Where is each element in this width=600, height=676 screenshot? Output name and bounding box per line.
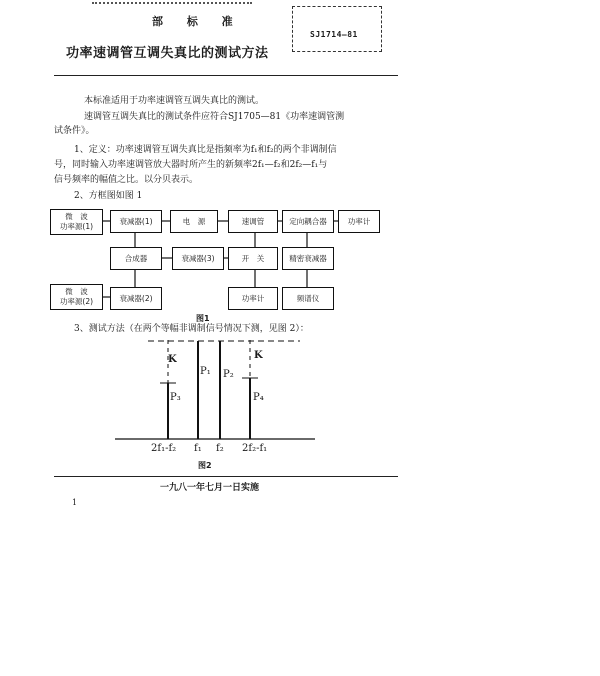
figure2-caption: 图2 bbox=[198, 461, 212, 470]
figure1-caption: 图1 bbox=[196, 314, 210, 323]
definition-line-1: 1、定义：功率速调管互调失真比是指频率为f₁和f₂的两个非调制信 bbox=[74, 145, 337, 155]
conditions-line-1: 速调管互调失真比的测试条件应符合SJ1705—81《功率速调管测 bbox=[84, 112, 345, 122]
ministry-label: 部 标 准 bbox=[152, 15, 243, 28]
effective-date: 一九八一年七月一日实施 bbox=[160, 483, 260, 493]
k-label-left: K bbox=[168, 354, 177, 365]
block-directional-coupler: 定向耦合器 bbox=[282, 210, 334, 233]
document-title: 功率速调管互调失真比的测试方法 bbox=[66, 46, 269, 61]
method-paragraph: 3、测试方法（在两个等幅非调制信号情况下测，见图 2）： bbox=[74, 324, 309, 334]
page-number: 1 bbox=[72, 498, 78, 507]
block-power-meter-1: 功率计 bbox=[338, 210, 380, 233]
block-power-meter-2: 功率计 bbox=[228, 287, 278, 310]
axis-label-2f2-f1: 2f₂-f₁ bbox=[242, 443, 268, 454]
scope-paragraph: 本标准适用于功率速调管互调失真比的测试。 bbox=[84, 96, 265, 106]
axis-label-f1: f₁ bbox=[194, 443, 202, 454]
block-spectrum-analyzer: 频谱仪 bbox=[282, 287, 334, 310]
block-microwave-source-2: 微 波 功率源(2) bbox=[50, 284, 103, 310]
block-attenuator-3: 衰减器(3) bbox=[172, 247, 224, 270]
block-klystron: 速调管 bbox=[228, 210, 278, 233]
block-power-supply: 电 源 bbox=[170, 210, 218, 233]
block-attenuator-2: 衰减器(2) bbox=[110, 287, 162, 310]
diagram-intro: 2、方框图如图 1 bbox=[74, 191, 143, 201]
block-combiner: 合成器 bbox=[110, 247, 162, 270]
footer-rule bbox=[54, 476, 398, 477]
block-switch: 开 关 bbox=[228, 247, 278, 270]
block-attenuator-1: 衰减器(1) bbox=[110, 210, 162, 233]
p1-label: P₁ bbox=[200, 366, 211, 377]
conditions-line-2: 试条件》。 bbox=[54, 126, 95, 136]
axis-label-f2: f₂ bbox=[216, 443, 224, 454]
definition-line-3: 信号频率的幅值之比。以分贝表示。 bbox=[54, 175, 199, 185]
p3-label: P₃ bbox=[170, 392, 181, 403]
p4-label: P₄ bbox=[253, 392, 264, 403]
standard-code: SJ1714—81 bbox=[310, 30, 358, 39]
block-precision-attenuator: 精密衰减器 bbox=[282, 247, 334, 270]
block-microwave-source-1: 微 波 功率源(1) bbox=[50, 209, 103, 235]
p2-label: P₂ bbox=[223, 369, 234, 380]
axis-label-2f1-f2: 2f₁-f₂ bbox=[151, 443, 177, 454]
k-label-right: K bbox=[254, 350, 263, 361]
definition-line-2: 号，同时输入功率速调管放大器时所产生的新频率2f₁—f₂和2f₂—f₁与 bbox=[54, 160, 328, 170]
